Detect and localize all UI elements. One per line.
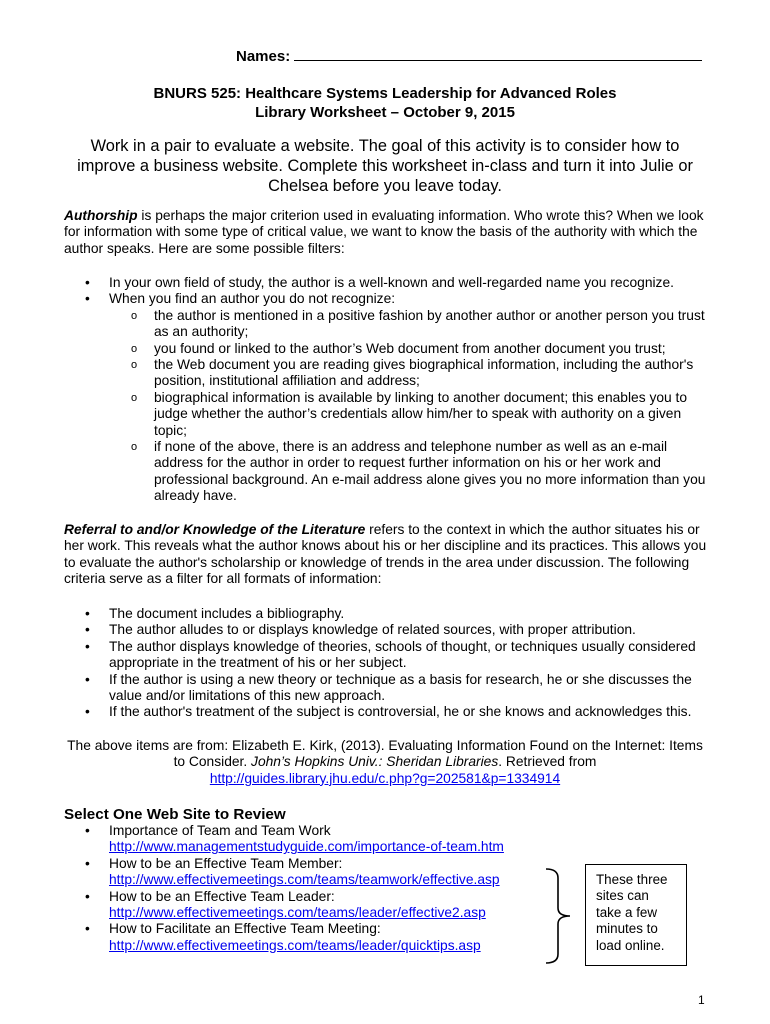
site-title: How to Facilitate an Effective Team Meeting: [109,921,381,937]
sub-list-item: o if none of the above, there is an address and telephone number as well as an e-mail address for the author in order to request further information on his or her work and professional background. An e-mail address alone gives you no more information than you already have. [109,439,709,505]
sub-list-item: o you found or linked to the author’s Web document from another document you trust; [109,341,709,357]
list-item [0,291,709,504]
names-label: Names: [236,48,291,65]
sub-list-item: o the Web document you are reading gives biographical information, including the author's position, institutional affiliation and address; [109,357,709,390]
referral-term: Referral to and/or Knowledge of the Literature [64,522,366,537]
citation-source: John’s Hopkins Univ.: Sheridan Libraries [251,754,499,770]
citation-link[interactable]: http://guides.library.jhu.edu/c.php?g=202581&p=1334914 [209,770,561,786]
course-title: BNURS 525: Healthcare Systems Leadership for Advanced Roles [153,85,617,102]
list-item: • In your own field of study, the author is a well-known and well-regarded name you recognize. [0,275,709,291]
citation-retrieved: . Retrieved from [498,754,597,770]
authorship-paragraph [64,208,709,257]
list-item: • The document includes a bibliography. [0,606,709,622]
list-item: • The author alludes to or displays knowledge of related sources, with proper attribution. [0,622,709,638]
site-link[interactable]: http://www.effectivemeetings.com/teams/leader/effective2.asp [109,905,486,921]
site-title: Importance of Team and Team Work [109,823,331,838]
section-heading: Select One Web Site to Review [64,806,286,823]
citation-text: The above items are from: Elizabeth E. Kirk, (2013). Evaluating Information Found on the Internet: Items to Consider. [67,738,703,770]
load-time-note: These three sites can take a few minutes to load online. [585,864,687,966]
right-brace-icon [544,868,572,964]
site-title: How to be an Effective Team Member: [109,855,343,871]
list-item: • The author displays knowledge of theories, schools of thought, or techniques usually considered appropriate in the treatment of his or her subject. [0,639,709,672]
site-link[interactable]: http://www.managementstudyguide.com/importance-of-team.htm [109,839,504,855]
authorship-sub-bullets [109,308,709,505]
worksheet-title: Library Worksheet – October 9, 2015 [255,104,515,121]
citation [60,738,710,787]
site-title: How to be an Effective Team Leader: [109,888,335,904]
names-blank-line[interactable] [294,46,702,61]
site-link[interactable]: http://www.effectivemeetings.com/teams/teamwork/effective.asp [109,872,500,888]
referral-bullets [0,606,709,721]
referral-paragraph [64,522,709,588]
authorship-term: Authorship [64,208,138,223]
authorship-text: is perhaps the major criterion used in evaluating information. Who wrote this? When we look for information with some type of critical value, we want to know the basis of the authority with which the author speaks. Here are some possible filters: [64,208,704,256]
list-item-text: When you find an author you do not recognize: [109,291,396,307]
list-item: • If the author is using a new theory or technique as a basis for research, he or she discusses the value and/or limitations of this new approach. [0,672,709,705]
list-item: • If the author's treatment of the subject is controversial, he or she knows and acknowledges this. [0,704,709,720]
page-number: 1 [698,993,705,1007]
sub-list-item: o the author is mentioned in a positive fashion by another author or another person you trust as an authority; [109,308,709,341]
intro-paragraph: Work in a pair to evaluate a website. The goal of this activity is to consider how to improve a business website. Complete this worksheet in-class and turn it into Julie or Chelsea before you leave today. [77,137,693,195]
sub-list-item: o biographical information is available by linking to another document; this enables you to judge whether the author’s credentials allow him/her to speak with authority on a given topic; [109,390,709,439]
referral-text: refers to the context in which the author situates his or her work. This reveals what the author knows about his or her discipline and its practices. This allows you to evaluate the author's scholarship or knowledge of trends in the area under discussion. The following criteria serve as a filter for all formats of information: [64,522,707,587]
names-field [236,46,702,65]
site-item [0,823,709,856]
authorship-bullets [0,275,709,505]
site-link[interactable]: http://www.effectivemeetings.com/teams/leader/quicktips.asp [109,937,481,953]
